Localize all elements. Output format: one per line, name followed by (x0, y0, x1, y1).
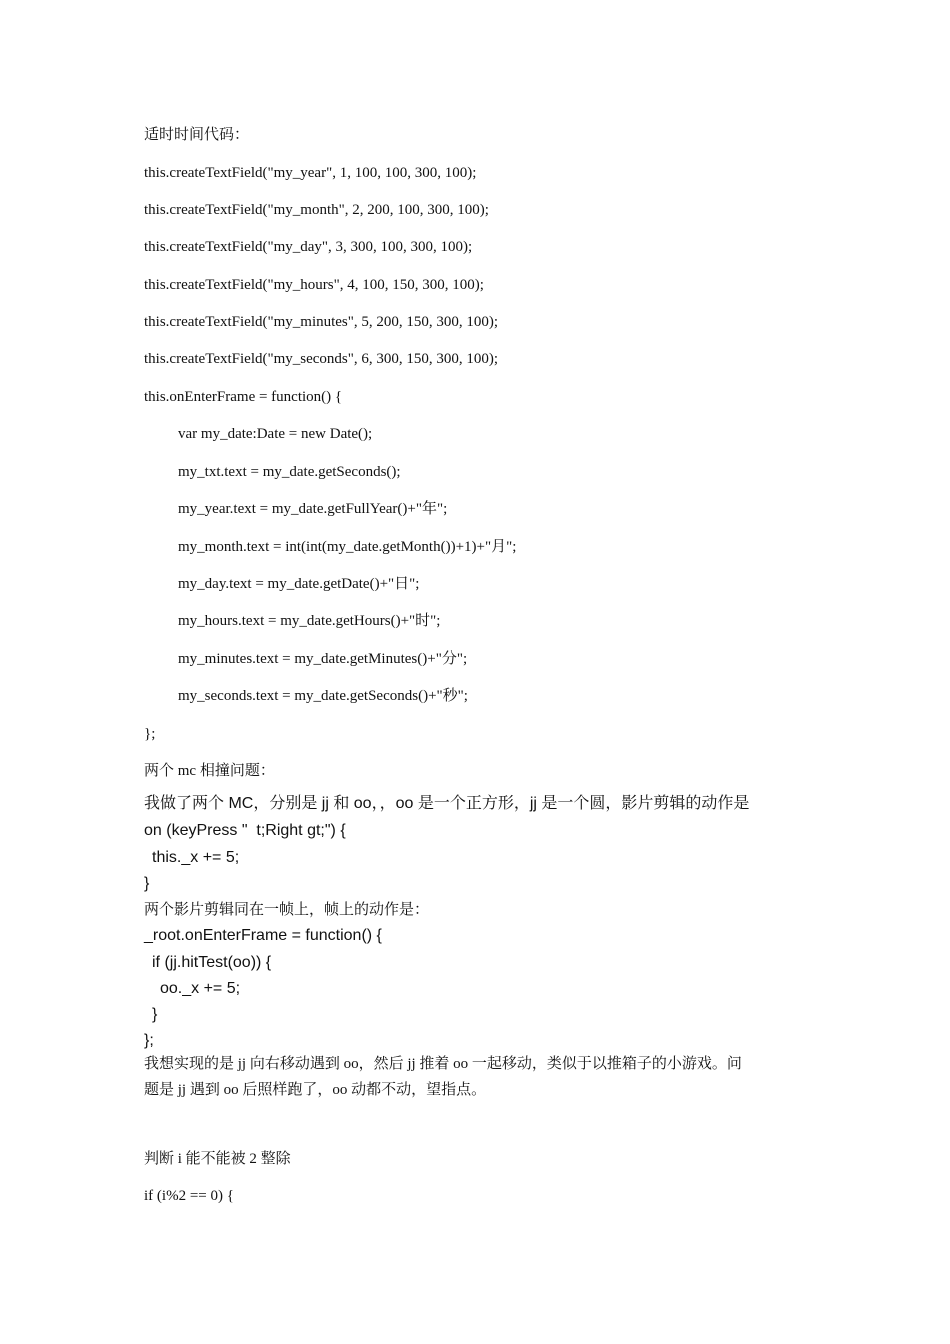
code-line: my_month.text = int(int(my_date.getMonth())+1)+"月"; (178, 539, 517, 555)
code-line: this.onEnterFrame = function() { (144, 389, 343, 405)
code-line: on (keyPress " t;Right gt;") { (144, 822, 346, 839)
code-line: } (152, 1006, 158, 1023)
code-line: this.createTextField("my_year", 1, 100, 100, 300, 100); (144, 165, 477, 181)
section-heading-mc: 两个 mc 相撞问题： (144, 763, 275, 779)
code-line: } (144, 875, 150, 892)
code-line: my_minutes.text = my_date.getMinutes()+"分"; (178, 651, 468, 667)
code-line: this._x += 5; (152, 849, 240, 866)
code-line: this.createTextField("my_seconds", 6, 300, 150, 300, 100); (144, 351, 499, 367)
code-line: this.createTextField("my_hours", 4, 100, 150, 300, 100); (144, 277, 484, 293)
code-line: this.createTextField("my_minutes", 5, 200, 150, 300, 100); (144, 314, 499, 330)
code-line: }; (144, 1032, 154, 1049)
question-middle: 两个影片剪辑同在一帧上，帧上的动作是： (144, 902, 430, 918)
code-line: }; (144, 726, 156, 742)
code-line: oo._x += 5; (160, 980, 241, 997)
section-heading-time: 适时时间代码： (144, 127, 250, 143)
code-line: my_seconds.text = my_date.getSeconds()+"秒"; (178, 688, 468, 704)
code-line: my_day.text = my_date.getDate()+"日"; (178, 576, 420, 592)
question-intro: 我做了两个 MC，分别是 jj 和 oo，，oo 是一个正方形，jj 是一个圆，影片剪辑的动作是 (144, 795, 750, 812)
code-line: my_txt.text = my_date.getSeconds(); (178, 464, 401, 480)
code-line: if (i%2 == 0) { (144, 1188, 234, 1204)
code-line: my_year.text = my_date.getFullYear()+"年"; (178, 501, 448, 517)
code-line: my_hours.text = my_date.getHours()+"时"; (178, 613, 441, 629)
question-outro: 我想实现的是 jj 向右移动遇到 oo，然后 jj 推着 oo 一起移动，类似于以推箱子的小游戏。问 (144, 1056, 742, 1072)
code-line: this.createTextField("my_day", 3, 300, 100, 300, 100); (144, 239, 473, 255)
question-outro: 题是 jj 遇到 oo 后照样跑了，oo 动都不动，望指点。 (144, 1082, 487, 1098)
code-line: var my_date:Date = new Date(); (178, 426, 373, 442)
code-line: if (jj.hitTest(oo)) { (152, 954, 272, 971)
section-heading-div: 判断 i 能不能被 2 整除 (144, 1151, 291, 1167)
code-line: this.createTextField("my_month", 2, 200, 100, 300, 100); (144, 202, 489, 218)
code-line: _root.onEnterFrame = function() { (144, 927, 382, 944)
